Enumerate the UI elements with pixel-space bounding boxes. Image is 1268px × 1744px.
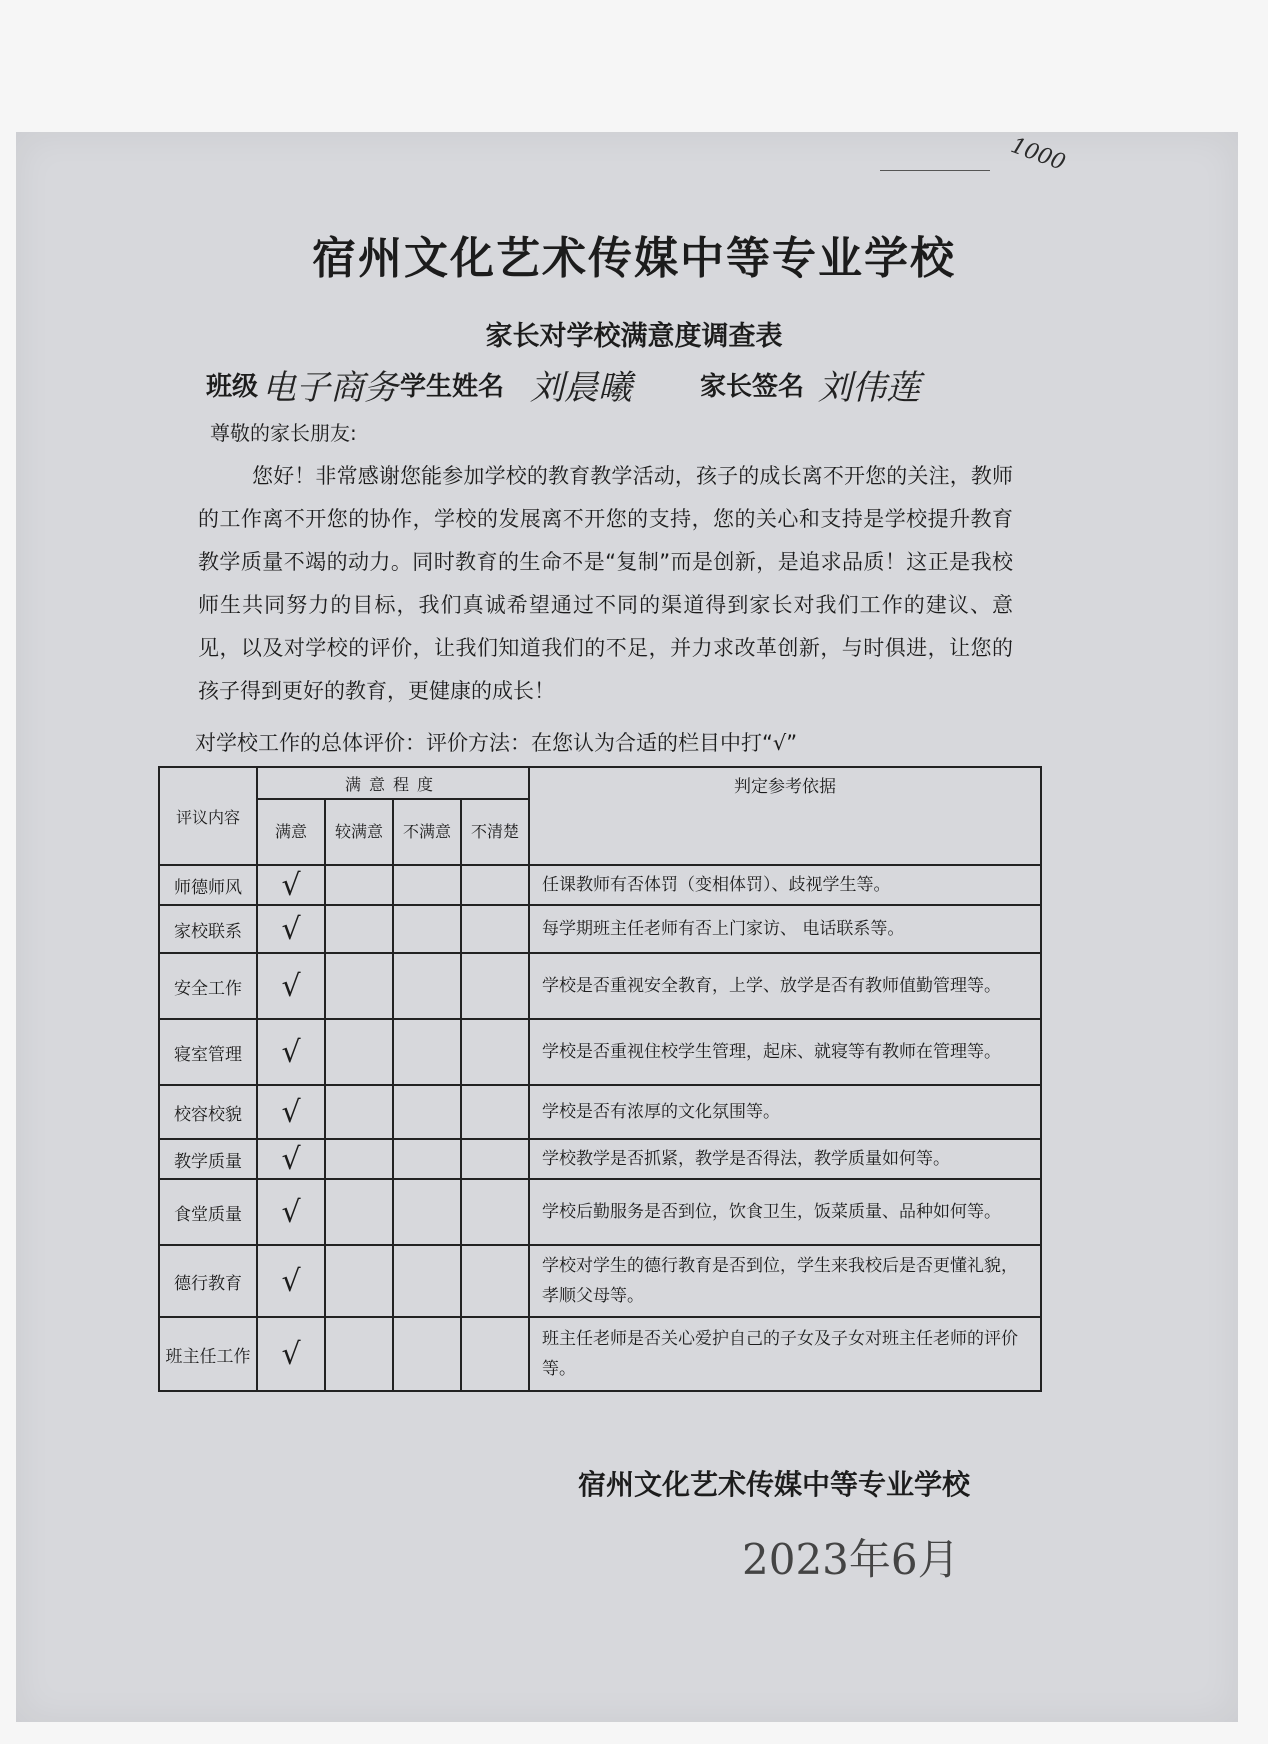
row-item: 家校联系 [159,905,257,953]
check-mark-cell[interactable]: √ [257,905,325,953]
table-row [159,1139,1041,1179]
corner-line [880,170,990,171]
empty-rating-cell[interactable] [325,953,393,1019]
row-basis: 任课教师有否体罚（变相体罚）、歧视学生等。 [529,865,1041,905]
empty-rating-cell[interactable] [393,953,461,1019]
empty-rating-cell[interactable] [461,1019,529,1085]
class-label: 班级 [206,372,259,402]
row-item: 校容校貌 [159,1085,257,1139]
greeting: 尊敬的家长朋友: [210,421,357,445]
row-basis: 学校是否重视安全教育，上学、放学是否有教师值勤管理等。 [529,953,1041,1019]
header-level-satisfied: 满意 [257,799,325,865]
row-basis: 学校是否重视住校学生管理，起床、就寝等有教师在管理等。 [529,1019,1041,1085]
footer-school: 宿州文化艺术传媒中等专业学校 [578,1468,971,1501]
table-row [159,953,1041,1019]
empty-rating-cell[interactable] [393,1179,461,1245]
empty-rating-cell[interactable] [325,1019,393,1085]
check-mark-cell[interactable]: √ [257,1139,325,1179]
student-name-label: 学生姓名 [400,372,505,402]
row-item: 德行教育 [159,1245,257,1317]
empty-rating-cell[interactable] [461,953,529,1019]
survey-body [159,865,1041,1391]
row-item: 教学质量 [159,1139,257,1179]
empty-rating-cell[interactable] [325,1179,393,1245]
row-item: 寝室管理 [159,1019,257,1085]
empty-rating-cell[interactable] [461,1317,529,1391]
row-basis: 学校后勤服务是否到位，饮食卫生，饭菜质量、品种如何等。 [529,1179,1041,1245]
empty-rating-cell[interactable] [325,1245,393,1317]
table-row [159,1085,1041,1139]
empty-rating-cell[interactable] [393,865,461,905]
header-level-unsatisfied: 不满意 [393,799,461,865]
table-row [159,905,1041,953]
school-title: 宿州文化艺术传媒中等专业学校 [312,233,956,284]
empty-rating-cell[interactable] [393,1019,461,1085]
footer-date: 2023年6月 [742,1535,960,1584]
parent-signature-label: 家长签名 [700,372,805,402]
empty-rating-cell[interactable] [393,1245,461,1317]
header-level-unclear: 不清楚 [461,799,529,865]
empty-rating-cell[interactable] [393,905,461,953]
evaluation-method: 对学校工作的总体评价：评价方法：在您认为合适的栏目中打“√” [195,731,798,755]
check-mark-cell[interactable]: √ [257,1317,325,1391]
header-satisfaction: 满意程度 [257,767,529,799]
header-level-fairly-satisfied: 较满意 [325,799,393,865]
class-value: 电子商务 [262,368,398,408]
empty-rating-cell[interactable] [325,905,393,953]
row-item: 安全工作 [159,953,257,1019]
table-row [159,1245,1041,1317]
check-mark-cell[interactable]: √ [257,1179,325,1245]
empty-rating-cell[interactable] [325,865,393,905]
row-item: 师德师风 [159,865,257,905]
row-item: 班主任工作 [159,1317,257,1391]
empty-rating-cell[interactable] [461,1245,529,1317]
table-row [159,1019,1041,1085]
form-title: 家长对学校满意度调查表 [485,321,783,352]
empty-rating-cell[interactable] [461,1085,529,1139]
header-basis: 判定参考依据 [529,767,1041,865]
empty-rating-cell[interactable] [461,1179,529,1245]
student-name-value: 刘晨曦 [530,368,632,408]
row-basis: 学校对学生的德行教育是否到位，学生来我校后是否更懂礼貌，孝顺父母等。 [529,1245,1041,1317]
row-basis: 学校教学是否抓紧，教学是否得法，教学质量如何等。 [529,1139,1041,1179]
table-row [159,1317,1041,1391]
intro-paragraph: 您好！非常感谢您能参加学校的教育教学活动，孩子的成长离不开您的关注，教师的工作离不开您的协作，学校的发展离不开您的支持，您的关心和支持是学校提升教育教学质量不竭的动力。同时教育的生命不是“复制”而是创新，是追求品质！这正是我校师生共同努力的目标，我们真诚希望通过不同的渠道得到家长对我们工作的建议、意见，以及对学校的评价，让我们知道我们的不足，并力求改革创新，与时俱进，让您的孩子得到更好的教育，更健康的成长！ [198,464,1013,703]
row-item: 食堂质量 [159,1179,257,1245]
table-row [159,865,1041,905]
check-mark-cell[interactable]: √ [257,953,325,1019]
header-item: 评议内容 [159,767,257,865]
empty-rating-cell[interactable] [393,1085,461,1139]
corner-mark: 1000 [1007,133,1069,176]
row-basis: 班主任老师是否关心爱护自己的子女及子女对班主任老师的评价等。 [529,1317,1041,1391]
empty-rating-cell[interactable] [325,1317,393,1391]
check-mark-cell[interactable]: √ [257,865,325,905]
parent-signature-value: 刘伟莲 [818,368,920,408]
empty-rating-cell[interactable] [325,1139,393,1179]
header-row [159,767,1041,799]
empty-rating-cell[interactable] [393,1317,461,1391]
empty-rating-cell[interactable] [393,1139,461,1179]
check-mark-cell[interactable]: √ [257,1019,325,1085]
empty-rating-cell[interactable] [461,1139,529,1179]
row-basis: 每学期班主任老师有否上门家访、 电话联系等。 [529,905,1041,953]
empty-rating-cell[interactable] [461,905,529,953]
row-basis: 学校是否有浓厚的文化氛围等。 [529,1085,1041,1139]
check-mark-cell[interactable]: √ [257,1085,325,1139]
empty-rating-cell[interactable] [325,1085,393,1139]
check-mark-cell[interactable]: √ [257,1245,325,1317]
table-row [159,1179,1041,1245]
empty-rating-cell[interactable] [461,865,529,905]
survey-table [158,766,1042,1392]
